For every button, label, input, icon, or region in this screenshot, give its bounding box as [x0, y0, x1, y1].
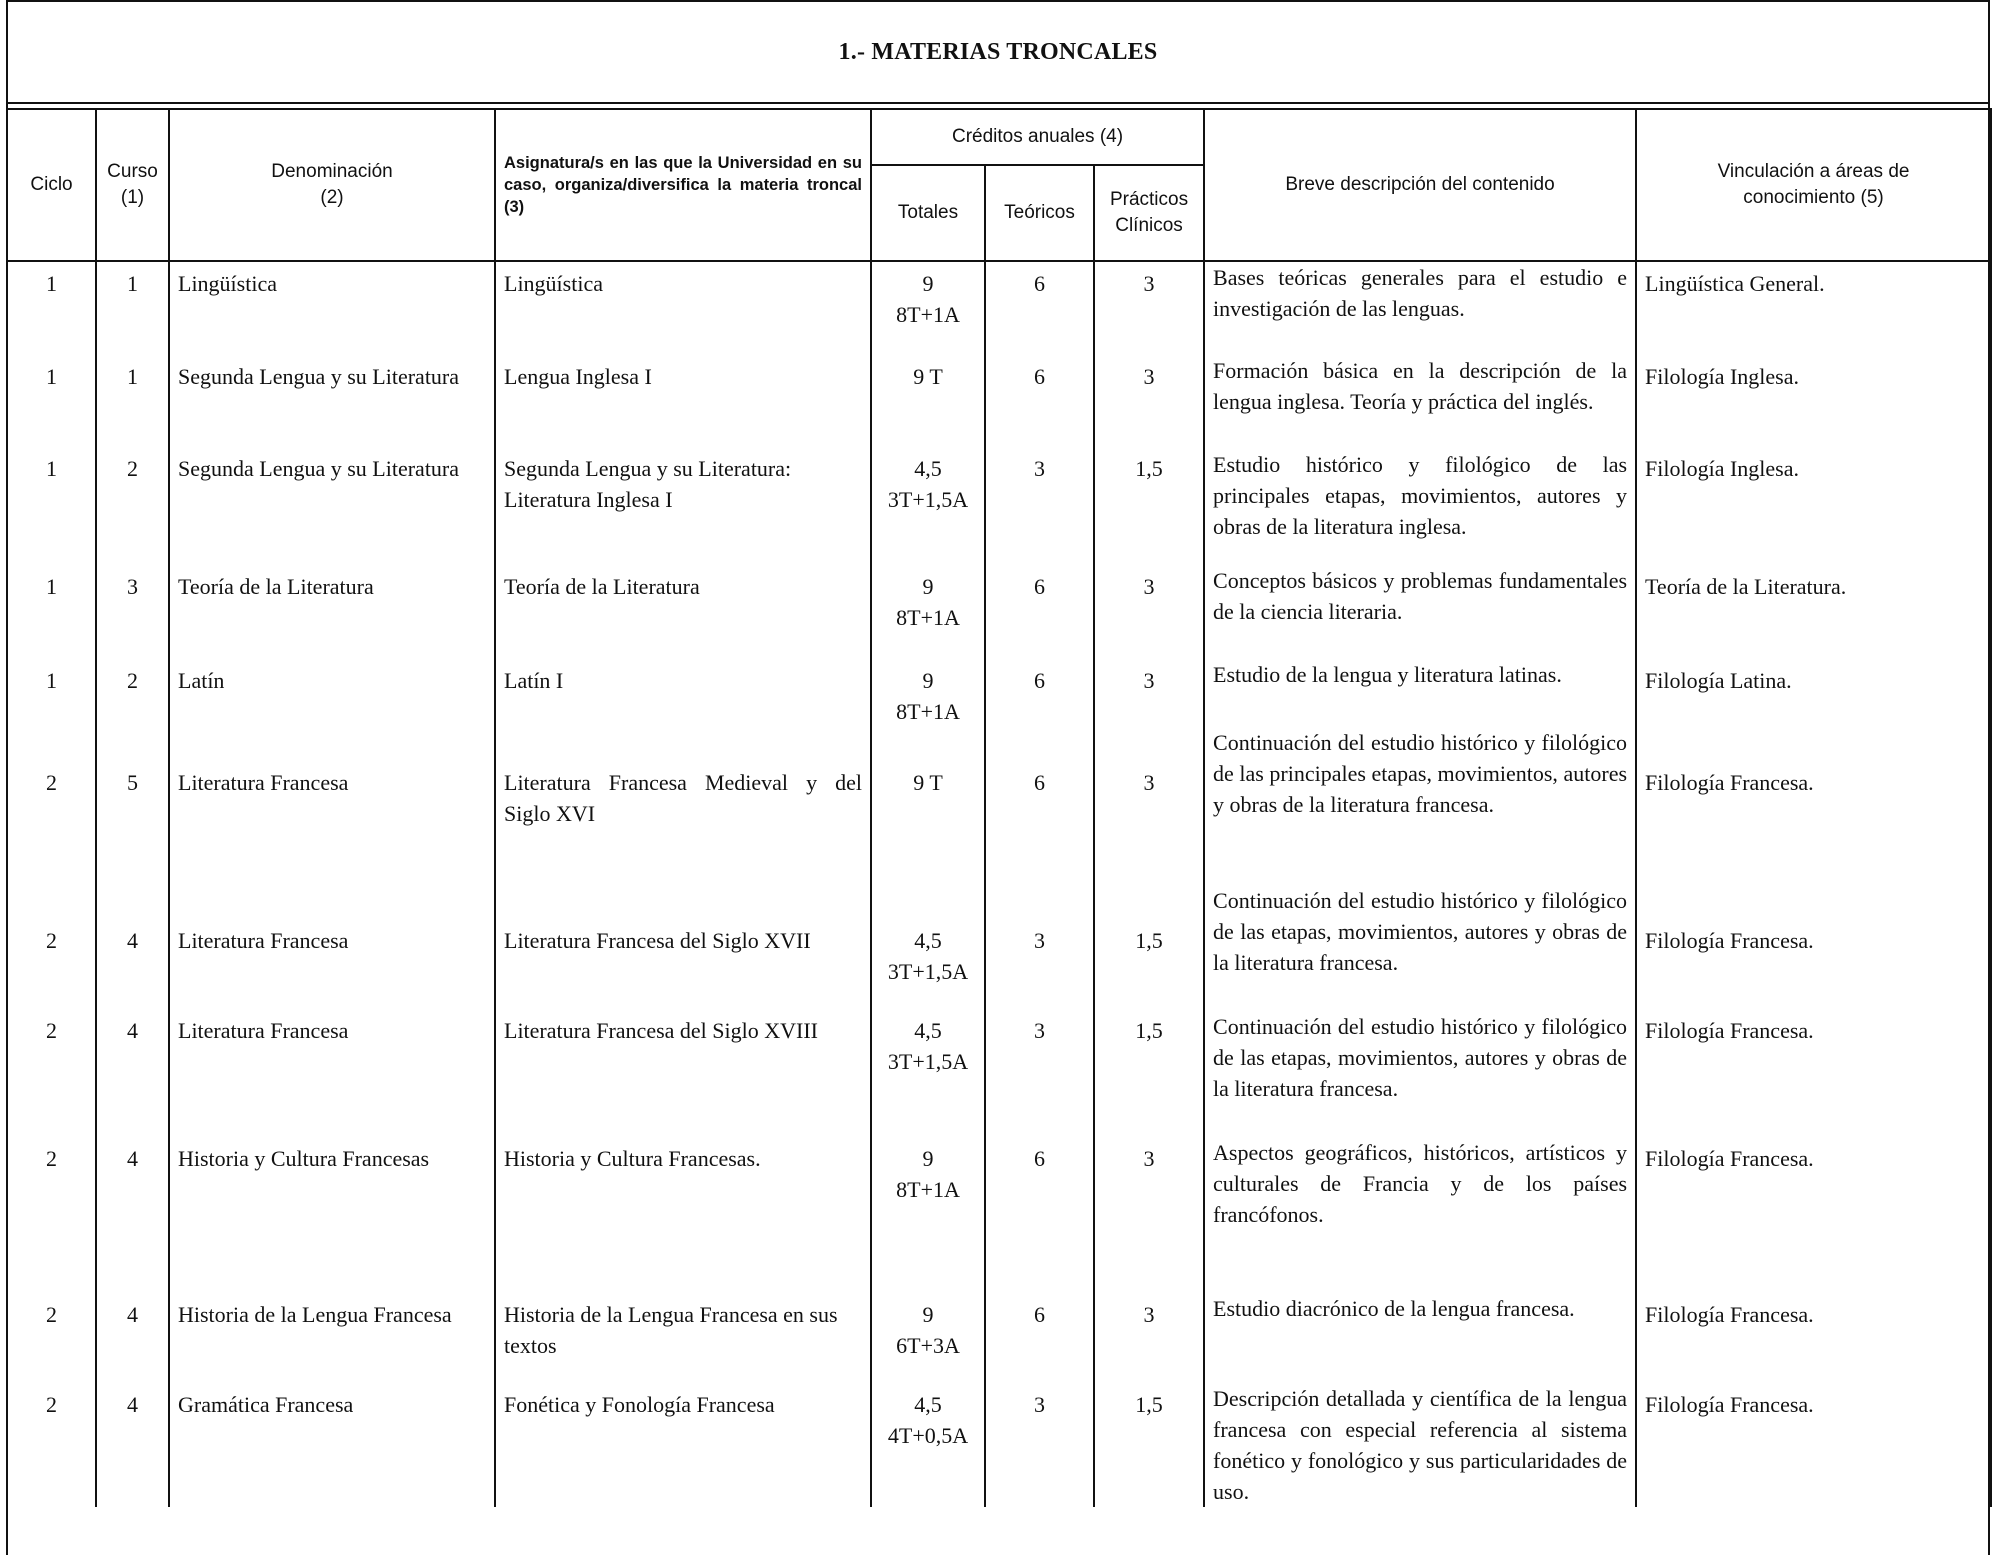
cell-asignatura: Historia de la Lengua Francesa en sus textos [495, 1293, 871, 1383]
table-row [7, 1293, 1991, 1383]
cell-vinculacion: Filología Francesa. [1636, 1383, 1991, 1507]
table-row [7, 565, 1991, 659]
cell-ciclo: 1 [7, 565, 96, 659]
materias-troncales-table [6, 108, 1992, 1507]
cell-ciclo: 2 [7, 1137, 96, 1293]
cell-curso: 2 [96, 449, 169, 565]
cell-denominacion: Literatura Francesa [169, 727, 495, 885]
cell-asignatura: Literatura Francesa del Siglo XVIII [495, 1011, 871, 1137]
cell-totales: 9 6T+3A [871, 1293, 985, 1383]
cell-asignatura: Latín I [495, 659, 871, 727]
document-title: 1.- MATERIAS TRONCALES [838, 38, 1158, 65]
cell-practicos: 3 [1094, 727, 1204, 885]
cell-teoricos: 6 [985, 261, 1094, 355]
cell-asignatura: Literatura Francesa Medieval y del Siglo XVI [495, 727, 871, 885]
cell-curso: 5 [96, 727, 169, 885]
header-creditos-anuales: Créditos anuales (4) [871, 109, 1204, 165]
cell-descripcion: Estudio histórico y filológico de las principales etapas, movimientos, autores y obras de la literatura inglesa. [1204, 449, 1636, 565]
cell-teoricos: 3 [985, 885, 1094, 1011]
cell-denominacion: Lingüística [169, 261, 495, 355]
cell-descripcion: Descripción detallada y científica de la lengua francesa con especial referencia al sistema fonético y fonológico y sus particularidades de uso. [1204, 1383, 1636, 1507]
cell-denominacion: Literatura Francesa [169, 1011, 495, 1137]
header-asignatura: Asignatura/s en las que la Universidad en su caso, organiza/diversifica la materia troncal (3) [495, 109, 871, 261]
cell-vinculacion: Filología Francesa. [1636, 1137, 1991, 1293]
cell-ciclo: 2 [7, 727, 96, 885]
cell-totales: 9 T [871, 727, 985, 885]
cell-vinculacion: Filología Inglesa. [1636, 449, 1991, 565]
cell-totales: 9 8T+1A [871, 1137, 985, 1293]
cell-teoricos: 3 [985, 1383, 1094, 1507]
cell-descripcion: Bases teóricas generales para el estudio e investigación de las lenguas. [1204, 261, 1636, 355]
cell-vinculacion: Lingüística General. [1636, 261, 1991, 355]
cell-ciclo: 2 [7, 885, 96, 1011]
cell-asignatura: Fonética y Fonología Francesa [495, 1383, 871, 1507]
cell-curso: 2 [96, 659, 169, 727]
cell-teoricos: 6 [985, 565, 1094, 659]
cell-denominacion: Literatura Francesa [169, 885, 495, 1011]
table-row [7, 1137, 1991, 1293]
cell-descripcion: Estudio diacrónico de la lengua francesa. [1204, 1293, 1636, 1383]
cell-practicos: 3 [1094, 659, 1204, 727]
cell-practicos: 1,5 [1094, 1383, 1204, 1507]
cell-curso: 4 [96, 1011, 169, 1137]
cell-teoricos: 6 [985, 659, 1094, 727]
cell-totales: 9 8T+1A [871, 565, 985, 659]
cell-curso: 3 [96, 565, 169, 659]
cell-descripcion: Formación básica en la descripción de la lengua inglesa. Teoría y práctica del inglés. [1204, 355, 1636, 449]
cell-vinculacion: Filología Francesa. [1636, 1011, 1991, 1137]
header-descripcion: Breve descripción del contenido [1204, 109, 1636, 261]
table-row [7, 261, 1991, 355]
header-ciclo: Ciclo [7, 109, 96, 261]
cell-curso: 4 [96, 1293, 169, 1383]
cell-practicos: 1,5 [1094, 1011, 1204, 1137]
cell-denominacion: Segunda Lengua y su Literatura [169, 449, 495, 565]
cell-practicos: 3 [1094, 261, 1204, 355]
cell-practicos: 3 [1094, 355, 1204, 449]
cell-curso: 4 [96, 1137, 169, 1293]
cell-teoricos: 3 [985, 1011, 1094, 1137]
cell-vinculacion: Filología Inglesa. [1636, 355, 1991, 449]
cell-totales: 4,5 3T+1,5A [871, 1011, 985, 1137]
table-row [7, 659, 1991, 727]
cell-practicos: 3 [1094, 565, 1204, 659]
cell-totales: 9 T [871, 355, 985, 449]
cell-practicos: 1,5 [1094, 885, 1204, 1011]
cell-descripcion: Aspectos geográficos, históricos, artísticos y culturales de Francia y de los países francófonos. [1204, 1137, 1636, 1293]
cell-practicos: 3 [1094, 1293, 1204, 1383]
cell-denominacion: Gramática Francesa [169, 1383, 495, 1507]
cell-teoricos: 6 [985, 1137, 1094, 1293]
table-row [7, 1011, 1991, 1137]
cell-teoricos: 6 [985, 1293, 1094, 1383]
cell-vinculacion: Filología Francesa. [1636, 727, 1991, 885]
cell-curso: 1 [96, 261, 169, 355]
cell-denominacion: Segunda Lengua y su Literatura [169, 355, 495, 449]
cell-descripcion: Conceptos básicos y problemas fundamentales de la ciencia literaria. [1204, 565, 1636, 659]
header-curso: Curso (1) [96, 109, 169, 261]
header-denominacion: Denominación (2) [169, 109, 495, 261]
cell-vinculacion: Filología Francesa. [1636, 1293, 1991, 1383]
cell-vinculacion: Teoría de la Literatura. [1636, 565, 1991, 659]
cell-vinculacion: Filología Francesa. [1636, 885, 1991, 1011]
header-practicos: Prácticos Clínicos [1094, 165, 1204, 261]
table-row [7, 449, 1991, 565]
cell-asignatura: Segunda Lengua y su Literatura: Literatura Inglesa I [495, 449, 871, 565]
cell-descripcion: Continuación del estudio histórico y filológico de las etapas, movimientos, autores y obras de la literatura francesa. [1204, 885, 1636, 1011]
cell-denominacion: Historia de la Lengua Francesa [169, 1293, 495, 1383]
cell-ciclo: 1 [7, 449, 96, 565]
cell-teoricos: 6 [985, 727, 1094, 885]
cell-ciclo: 1 [7, 659, 96, 727]
header-vinculacion: Vinculación a áreas de conocimiento (5) [1636, 109, 1991, 261]
table-row [7, 727, 1991, 885]
cell-ciclo: 2 [7, 1383, 96, 1507]
cell-ciclo: 2 [7, 1293, 96, 1383]
cell-practicos: 3 [1094, 1137, 1204, 1293]
cell-ciclo: 1 [7, 355, 96, 449]
header-totales: Totales [871, 165, 985, 261]
cell-asignatura: Historia y Cultura Francesas. [495, 1137, 871, 1293]
cell-denominacion: Historia y Cultura Francesas [169, 1137, 495, 1293]
cell-totales: 4,5 4T+0,5A [871, 1383, 985, 1507]
cell-totales: 9 8T+1A [871, 261, 985, 355]
cell-asignatura: Teoría de la Literatura [495, 565, 871, 659]
cell-descripcion: Continuación del estudio histórico y filológico de las etapas, movimientos, autores y obras de la literatura francesa. [1204, 1011, 1636, 1137]
cell-totales: 9 8T+1A [871, 659, 985, 727]
cell-ciclo: 2 [7, 1011, 96, 1137]
cell-vinculacion: Filología Latina. [1636, 659, 1991, 727]
cell-asignatura: Lingüística [495, 261, 871, 355]
cell-descripcion: Estudio de la lengua y literatura latinas. [1204, 659, 1636, 727]
cell-asignatura: Lengua Inglesa I [495, 355, 871, 449]
cell-asignatura: Literatura Francesa del Siglo XVII [495, 885, 871, 1011]
cell-curso: 1 [96, 355, 169, 449]
table-row [7, 355, 1991, 449]
table-row [7, 1383, 1991, 1507]
cell-teoricos: 3 [985, 449, 1094, 565]
cell-curso: 4 [96, 885, 169, 1011]
cell-teoricos: 6 [985, 355, 1094, 449]
table-row [7, 885, 1991, 1011]
cell-practicos: 1,5 [1094, 449, 1204, 565]
cell-curso: 4 [96, 1383, 169, 1507]
cell-totales: 4,5 3T+1,5A [871, 885, 985, 1011]
cell-denominacion: Latín [169, 659, 495, 727]
cell-denominacion: Teoría de la Literatura [169, 565, 495, 659]
cell-descripcion: Continuación del estudio histórico y filológico de las principales etapas, movimientos, autores y obras de la literatura francesa. [1204, 727, 1636, 885]
cell-ciclo: 1 [7, 261, 96, 355]
header-teoricos: Teóricos [985, 165, 1094, 261]
cell-totales: 4,5 3T+1,5A [871, 449, 985, 565]
